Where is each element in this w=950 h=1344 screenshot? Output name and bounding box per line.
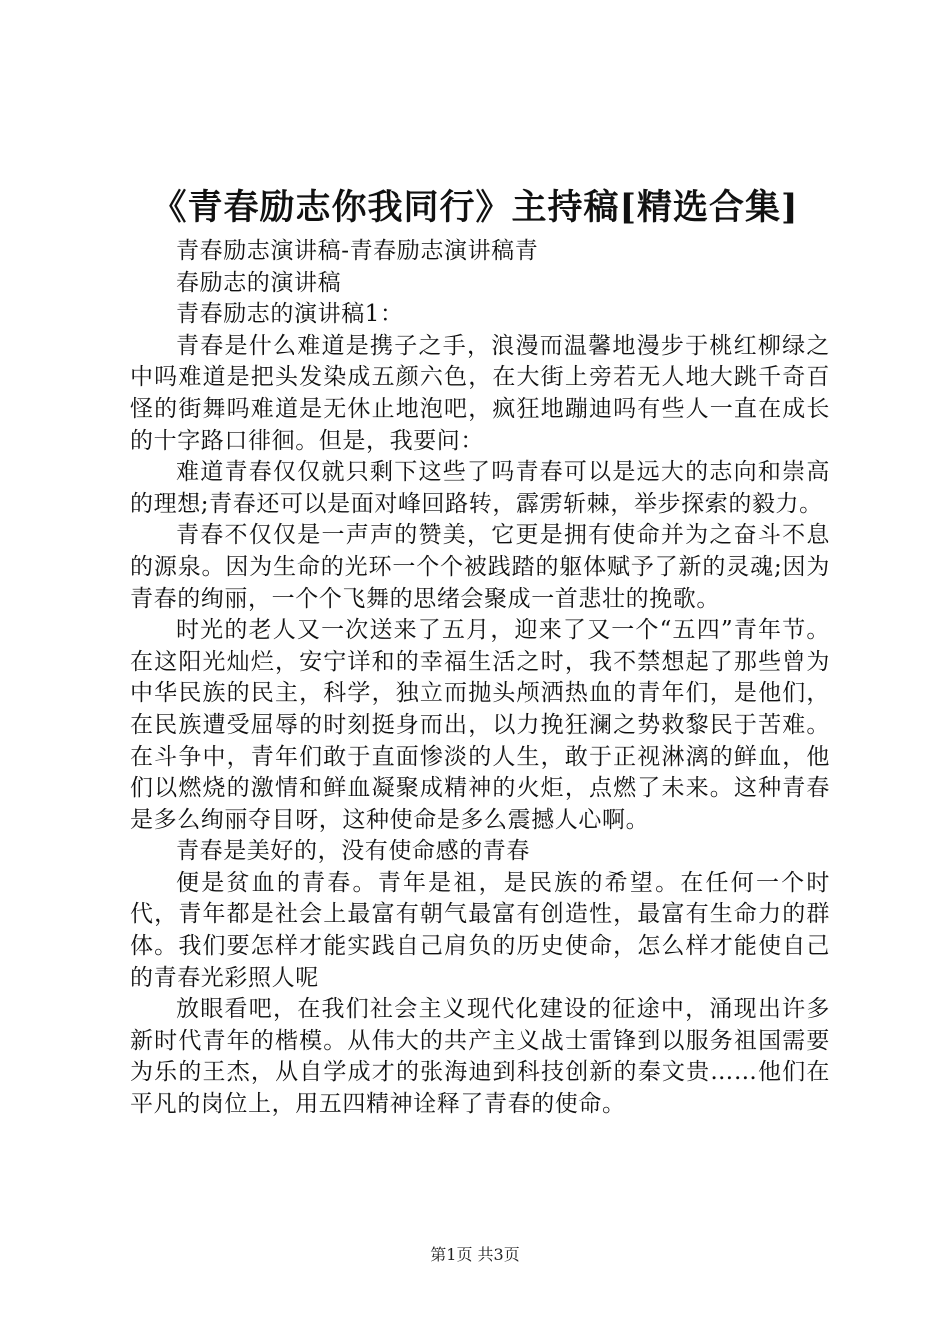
paragraph: 青春励志的演讲稿1： bbox=[176, 301, 404, 328]
document-title: 《青春励志你我同行》主持稿[精选合集] bbox=[151, 187, 799, 228]
paragraph: 青春不仅仅是一声声的赞美，它更是拥有使命并为之奋斗不息的源泉。因为生命的光环一个个被践踏的躯体赋予了新的灵魂;因为青春的绚丽，一个个飞舞的思绪会聚成一首悲壮的挽歌。 bbox=[130, 522, 830, 612]
paragraph: 青春是什么难道是携子之手，浪漫而温馨地漫步于桃红柳绿之中吗难道是把头发染成五颜六色，在大街上旁若无人地大跳千奇百怪的街舞吗难道是无休止地泡吧，疯狂地蹦迪吗有些人一直在成长的十字路口徘徊。但是，我要问： bbox=[130, 332, 830, 454]
paragraph: 难道青春仅仅就只剩下这些了吗青春可以是远大的志向和崇高的理想;青春还可以是面对峰回路转，霹雳斩棘，举步探索的毅力。 bbox=[130, 459, 830, 517]
paragraph: 便是贫血的青春。青年是祖，是民族的希望。在任何一个时代，青年都是社会上最富有朝气最富有创造性，最富有生命力的群体。我们要怎样才能实践自己肩负的历史使命，怎么样才能使自己的青春光彩照人呢 bbox=[130, 869, 830, 991]
page-number-footer: 第1页 共3页 bbox=[430, 1245, 520, 1264]
paragraph: 放眼看吧，在我们社会主义现代化建设的征途中，涌现出许多新时代青年的楷模。从伟大的共产主义战士雷锋到以服务祖国需要为乐的王杰，从自学成才的张海迪到科技创新的秦文贵……他们在平凡的岗位上，用五四精神诠释了青春的使命。 bbox=[130, 996, 830, 1118]
paragraph: 青春是美好的，没有使命感的青春 bbox=[176, 838, 530, 865]
paragraph: 青春励志演讲稿-青春励志演讲稿青 bbox=[176, 238, 539, 264]
paragraph: 春励志的演讲稿 bbox=[176, 269, 342, 296]
document-body bbox=[130, 236, 830, 1121]
paragraph: 时光的老人又一次送来了五月，迎来了又一个“五四”青年节。在这阳光灿烂，安宁详和的幸福生活之时，我不禁想起了那些曾为中华民族的民主，科学，独立而抛头颅洒热血的青年们，是他们，在民族遭受屈辱的时刻挺身而出，以力挽狂澜之势救黎民于苦难。在斗争中，青年们敢于直面惨淡的人生，敢于正视淋漓的鲜血，他们以燃烧的激情和鲜血凝聚成精神的火炬，点燃了未来。这种青春是多么绚丽夺目呀，这种使命是多么震撼人心啊。 bbox=[130, 617, 830, 833]
